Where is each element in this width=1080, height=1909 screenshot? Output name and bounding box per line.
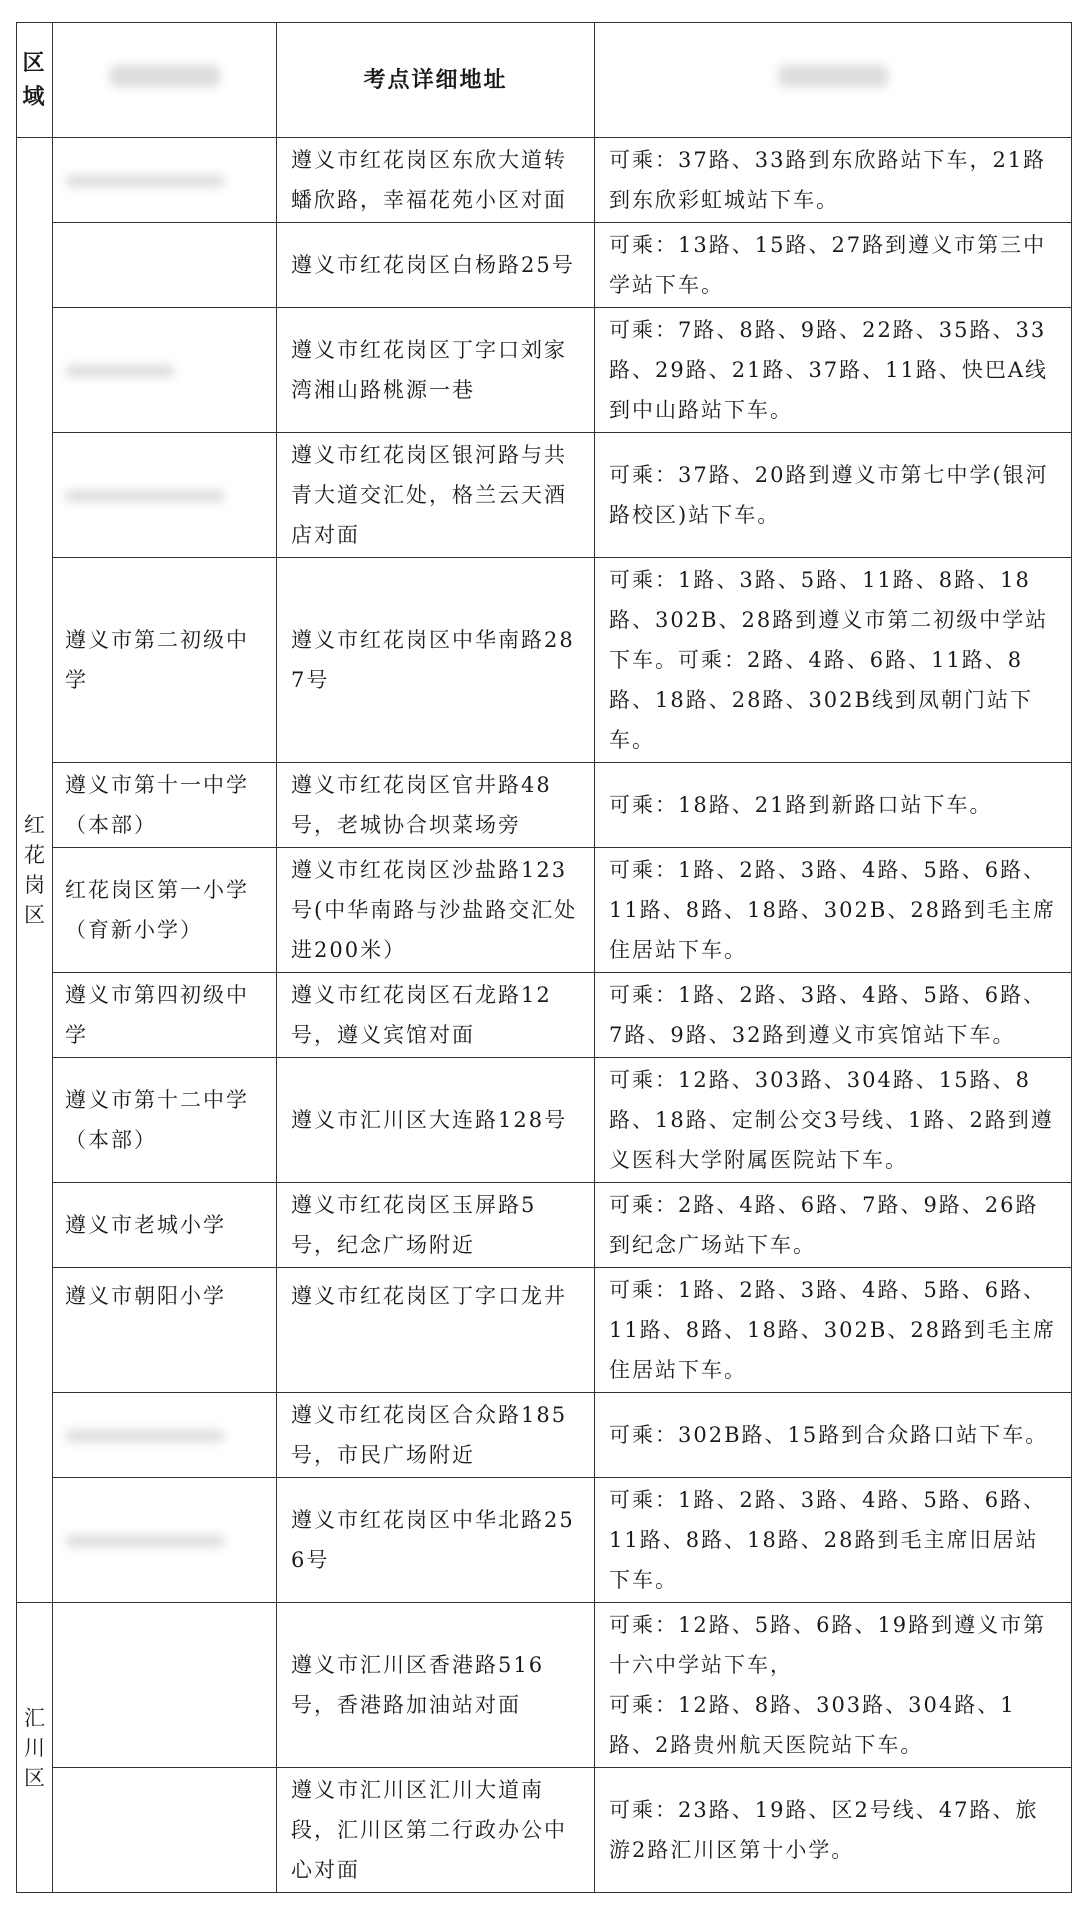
school-cell-blurred — [53, 308, 277, 433]
blurred-redaction — [110, 65, 220, 87]
school-cell-blurred — [53, 1603, 277, 1768]
address-cell: 遵义市红花岗区银河路与共青大道交汇处，格兰云天酒店对面 — [277, 433, 595, 558]
school-cell-blurred — [53, 1768, 277, 1893]
table-row — [17, 1268, 1072, 1393]
table-row — [17, 1603, 1072, 1768]
exam-site-table-sheet — [16, 22, 1071, 1893]
table-row — [17, 848, 1072, 973]
blurred-redaction — [65, 1535, 225, 1547]
bus-cell: 可乘：12路、303路、304路、15路、8路、18路、定制公交3号线、1路、2路到遵义医科大学附属医院站下车。 — [595, 1058, 1072, 1183]
school-cell-blurred — [53, 138, 277, 223]
school-cell: 红花岗区第一小学（育新小学） — [53, 848, 277, 973]
address-cell: 遵义市汇川区大连路128号 — [277, 1058, 595, 1183]
bus-cell: 可乘：12路、5路、6路、19路到遵义市第十六中学站下车， 可乘：12路、8路、303路、304路、1路、2路贵州航天医院站下车。 — [595, 1603, 1072, 1768]
address-cell: 遵义市红花岗区中华南路287号 — [277, 558, 595, 763]
bus-cell: 可乘：2路、4路、6路、7路、9路、26路到纪念广场站下车。 — [595, 1183, 1072, 1268]
school-cell: 遵义市老城小学 — [53, 1183, 277, 1268]
blurred-redaction — [65, 490, 225, 502]
blurred-redaction — [65, 365, 175, 377]
table-row — [17, 973, 1072, 1058]
address-cell: 遵义市红花岗区丁字口刘家湾湘山路桃源一巷 — [277, 308, 595, 433]
bus-cell: 可乘：18路、21路到新路口站下车。 — [595, 763, 1072, 848]
blurred-redaction — [65, 175, 225, 187]
bus-cell: 可乘：37路、20路到遵义市第七中学(银河路校区)站下车。 — [595, 433, 1072, 558]
region-cell-huichuan: 汇川区 — [17, 1603, 53, 1893]
address-cell: 遵义市红花岗区玉屏路5号，纪念广场附近 — [277, 1183, 595, 1268]
table-row — [17, 763, 1072, 848]
bus-cell: 可乘：1路、2路、3路、4路、5路、6路、7路、9路、32路到遵义市宾馆站下车。 — [595, 973, 1072, 1058]
table-row — [17, 223, 1072, 308]
school-cell: 遵义市朝阳小学 — [53, 1268, 277, 1393]
bus-cell: 可乘：302B路、15路到合众路口站下车。 — [595, 1393, 1072, 1478]
table-row — [17, 1768, 1072, 1893]
school-cell-blurred — [53, 433, 277, 558]
table-row — [17, 1393, 1072, 1478]
bus-cell: 可乘：1路、2路、3路、4路、5路、6路、11路、8路、18路、302B、28路到毛主席住居站下车。 — [595, 848, 1072, 973]
address-cell: 遵义市红花岗区合众路185号，市民广场附近 — [277, 1393, 595, 1478]
table-row — [17, 433, 1072, 558]
region-cell-honghuagang: 红花岗区 — [17, 138, 53, 1603]
address-cell: 遵义市红花岗区东欣大道转蟠欣路，幸福花苑小区对面 — [277, 138, 595, 223]
bus-cell: 可乘：1路、2路、3路、4路、5路、6路、11路、8路、18路、302B、28路到毛主席住居站下车。 — [595, 1268, 1072, 1393]
table-row — [17, 1478, 1072, 1603]
address-cell: 遵义市红花岗区石龙路12号，遵义宾馆对面 — [277, 973, 595, 1058]
bus-cell: 可乘：23路、19路、区2号线、47路、旅游2路汇川区第十小学。 — [595, 1768, 1072, 1893]
table-row — [17, 138, 1072, 223]
address-cell: 遵义市红花岗区白杨路25号 — [277, 223, 595, 308]
header-address: 考点详细地址 — [277, 23, 595, 138]
school-cell-blurred — [53, 223, 277, 308]
school-cell: 遵义市第十一中学（本部） — [53, 763, 277, 848]
bus-cell: 可乘：13路、15路、27路到遵义市第三中学站下车。 — [595, 223, 1072, 308]
exam-site-table — [16, 22, 1072, 1893]
school-cell: 遵义市第四初级中学 — [53, 973, 277, 1058]
address-cell: 遵义市红花岗区沙盐路123号(中华南路与沙盐路交汇处进200米） — [277, 848, 595, 973]
address-cell: 遵义市红花岗区丁字口龙井 — [277, 1268, 595, 1393]
address-cell: 遵义市红花岗区中华北路256号 — [277, 1478, 595, 1603]
table-row — [17, 1183, 1072, 1268]
table-row — [17, 1058, 1072, 1183]
blurred-redaction — [778, 65, 888, 87]
bus-cell: 可乘：7路、8路、9路、22路、35路、33路、29路、21路、37路、11路、快巴A线到中山路站下车。 — [595, 308, 1072, 433]
header-bus-blurred — [595, 23, 1072, 138]
header-region: 区域 — [17, 23, 53, 138]
school-cell-blurred — [53, 1478, 277, 1603]
table-row — [17, 558, 1072, 763]
bus-cell: 可乘：1路、2路、3路、4路、5路、6路、11路、8路、18路、28路到毛主席旧居站下车。 — [595, 1478, 1072, 1603]
bus-cell: 可乘：37路、33路到东欣路站下车，21路到东欣彩虹城站下车。 — [595, 138, 1072, 223]
address-cell: 遵义市汇川区汇川大道南段，汇川区第二行政办公中心对面 — [277, 1768, 595, 1893]
header-row — [17, 23, 1072, 138]
school-cell: 遵义市第十二中学（本部） — [53, 1058, 277, 1183]
address-cell: 遵义市汇川区香港路516号，香港路加油站对面 — [277, 1603, 595, 1768]
header-school-blurred — [53, 23, 277, 138]
bus-cell: 可乘：1路、3路、5路、11路、8路、18路、302B、28路到遵义市第二初级中学站下车。可乘：2路、4路、6路、11路、8路、18路、28路、302B线到凤朝门站下车。 — [595, 558, 1072, 763]
address-cell: 遵义市红花岗区官井路48号，老城协合坝菜场旁 — [277, 763, 595, 848]
blurred-redaction — [65, 1430, 225, 1442]
school-cell-blurred — [53, 1393, 277, 1478]
table-row — [17, 308, 1072, 433]
school-cell: 遵义市第二初级中学 — [53, 558, 277, 763]
